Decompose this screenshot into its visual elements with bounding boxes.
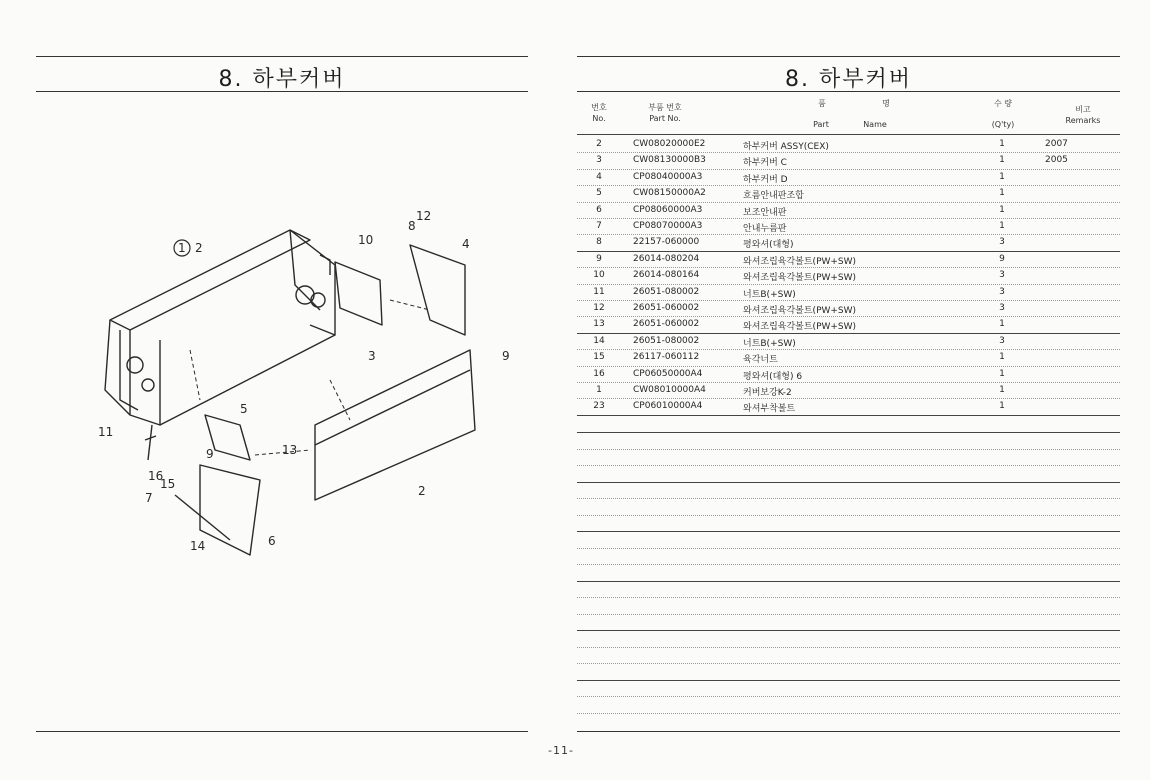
blank-rule [577, 515, 1120, 516]
part-name: 너트B(+SW) [743, 289, 796, 300]
header-name-kr-2: 명 [882, 99, 890, 108]
header-name-en-1: Part [813, 120, 829, 129]
part-code: CP06010000A4 [633, 401, 703, 412]
callout-14: 14 [190, 539, 206, 553]
right-bottom-rule [577, 731, 1120, 732]
quantity: 1 [999, 188, 1005, 199]
part-number-index: 1 [596, 385, 602, 395]
callout-10: 10 [358, 233, 374, 247]
blank-rule [577, 465, 1120, 466]
part-name: 흐름안내판조합 [743, 191, 804, 202]
table-row [577, 251, 1120, 267]
callout-2-frame: 2 [195, 241, 203, 255]
part-number-index: 11 [593, 286, 605, 297]
table-row [577, 366, 1120, 382]
callout-11: 11 [98, 425, 114, 439]
header-part-no: 부품 번호 Part No. [648, 103, 682, 123]
quantity: 1 [999, 221, 1005, 231]
header-bottom-rule [577, 134, 1120, 135]
part-code: 26051-060002 [633, 319, 700, 330]
part-code: CP08060000A3 [633, 204, 703, 215]
callout-4: 4 [462, 237, 470, 251]
part-number-index: 14 [593, 335, 605, 346]
part-name: 너트B(+SW) [743, 338, 796, 349]
callout-7: 7 [145, 491, 153, 505]
part-number-index: 3 [596, 155, 602, 166]
table-row [577, 349, 1120, 365]
part-code: 22157-060000 [633, 237, 700, 248]
quantity: 1 [999, 319, 1005, 330]
callout-15: 15 [160, 477, 176, 491]
table-row [577, 300, 1120, 316]
part-number-index: 2 [596, 139, 602, 149]
header-no: 번호 No. [591, 103, 607, 123]
part-number-index: 16 [593, 368, 605, 379]
quantity: 3 [999, 237, 1005, 248]
table-row [577, 382, 1120, 398]
part-number-index: 8 [596, 237, 602, 248]
part-name: 와셔부착볼트 [743, 404, 796, 415]
part-number-index: 5 [596, 188, 602, 199]
table-row [577, 316, 1120, 332]
part-number-index: 10 [593, 270, 605, 281]
part-name: 와셔조립육각볼트(PW+SW) [743, 256, 857, 267]
row-divider [577, 415, 1120, 416]
part-name: 와셔조립육각볼트(PW+SW) [743, 306, 857, 316]
bracket-part [335, 262, 382, 325]
callout-5: 5 [240, 402, 248, 416]
callout-12: 12 [416, 209, 432, 223]
header-qty: 수 량 (Q'ty) [991, 99, 1015, 129]
quantity: 3 [999, 270, 1005, 281]
callout-2: 2 [418, 484, 426, 498]
blank-rule [577, 713, 1120, 714]
part-code: 26051-060002 [633, 303, 700, 313]
blank-rule [577, 614, 1120, 615]
blank-rule [577, 696, 1120, 697]
quantity: 1 [999, 155, 1005, 166]
quantity: 1 [999, 401, 1005, 412]
part-code: 26051-080002 [633, 286, 700, 297]
quantity: 1 [999, 368, 1005, 379]
table-row [577, 218, 1120, 234]
table-row [577, 333, 1120, 349]
part-name: 안내누름판 [743, 224, 787, 234]
callout-8: 8 [408, 219, 416, 233]
part-code: 26014-080204 [633, 253, 700, 264]
table-row [577, 185, 1120, 201]
table-row [577, 202, 1120, 218]
page-number: -11- [548, 744, 574, 757]
table-row [577, 169, 1120, 185]
right-top-rule [577, 56, 1120, 57]
part-number-index: 4 [596, 171, 602, 182]
part-name: 평와셔(대형) 6 [743, 371, 803, 382]
quantity: 1 [999, 171, 1005, 182]
part-name: 하부커버 ASSY(CEX) [743, 142, 829, 152]
part-number-index: 6 [596, 204, 602, 215]
part-number-index: 7 [596, 221, 602, 231]
part-name: 보조안내판 [743, 207, 787, 218]
table-row [577, 267, 1120, 283]
blank-rule [577, 498, 1120, 499]
part-name: 평와셔(대형) [743, 240, 794, 251]
part-number-index: 15 [593, 352, 605, 363]
callout-1: 1 [178, 241, 186, 255]
part-code: CW08010000A4 [633, 385, 706, 395]
table-row [577, 152, 1120, 168]
remarks: 2005 [1045, 155, 1068, 166]
part-name: 육각너트 [743, 355, 778, 366]
aux-plate-part [200, 465, 260, 555]
part-code: 26014-080164 [633, 270, 700, 281]
cover-assy-part [315, 350, 475, 500]
header-name-kr-1: 품 [818, 99, 826, 108]
blank-rule [577, 597, 1120, 598]
left-page-title: 8. 하부커버 [218, 67, 346, 92]
part-name: 커버보강K-2 [743, 388, 792, 398]
blank-rule [577, 647, 1120, 648]
frame-part [110, 230, 310, 330]
cover-d-part [410, 245, 465, 335]
callout-6: 6 [268, 534, 276, 548]
quantity: 9 [999, 253, 1005, 264]
callout-16: 16 [148, 469, 164, 483]
blank-rule [577, 630, 1120, 631]
part-code: CW08150000A2 [633, 188, 706, 199]
header-name-en-2: Name [863, 120, 887, 129]
callout-9b: 9 [206, 447, 214, 461]
quantity: 1 [999, 204, 1005, 215]
blank-rule [577, 449, 1120, 450]
part-name: 하부커버 C [743, 158, 787, 169]
quantity: 1 [999, 385, 1005, 395]
part-number-index: 13 [593, 319, 605, 330]
part-name: 와셔조립육각볼트(PW+SW) [743, 322, 857, 333]
header-remarks: 비고 Remarks [1065, 105, 1101, 125]
right-page-title: 8. 하부커버 [785, 67, 912, 92]
callout-9: 9 [502, 349, 510, 363]
table-row [577, 234, 1120, 250]
part-code: CW08020000E2 [633, 139, 706, 149]
quantity: 3 [999, 335, 1005, 346]
quantity: 3 [999, 286, 1005, 297]
blank-rule [577, 432, 1120, 433]
callout-3: 3 [368, 349, 376, 363]
part-name: 와셔조립육각볼트(PW+SW) [743, 273, 857, 284]
left-top-rule [36, 56, 528, 57]
part-code: 26117-060112 [633, 352, 700, 363]
part-name: 하부커버 D [743, 174, 788, 185]
blank-rule [577, 548, 1120, 549]
part-number-index: 12 [593, 303, 605, 313]
table-row [577, 284, 1120, 300]
blank-rule [577, 564, 1120, 565]
table-row [577, 398, 1120, 414]
exploded-parts-diagram [90, 200, 510, 640]
blank-rule [577, 581, 1120, 582]
part-code: 26051-080002 [633, 335, 700, 346]
part-code: CW08130000B3 [633, 155, 706, 166]
remarks: 2007 [1045, 139, 1068, 149]
blank-rule [577, 482, 1120, 483]
blank-rule [577, 531, 1120, 532]
part-number-index: 9 [596, 253, 602, 264]
quantity: 1 [999, 139, 1005, 149]
table-row [577, 136, 1120, 152]
part-number-index: 23 [593, 401, 605, 412]
part-code: CP08070000A3 [633, 221, 703, 231]
part-code: CP08040000A3 [633, 171, 703, 182]
quantity: 1 [999, 352, 1005, 363]
blank-rule [577, 663, 1120, 664]
left-bottom-rule [36, 731, 528, 732]
callout-13: 13 [282, 443, 298, 457]
blank-rule [577, 680, 1120, 681]
part-code: CP06050000A4 [633, 368, 703, 379]
quantity: 3 [999, 303, 1005, 313]
